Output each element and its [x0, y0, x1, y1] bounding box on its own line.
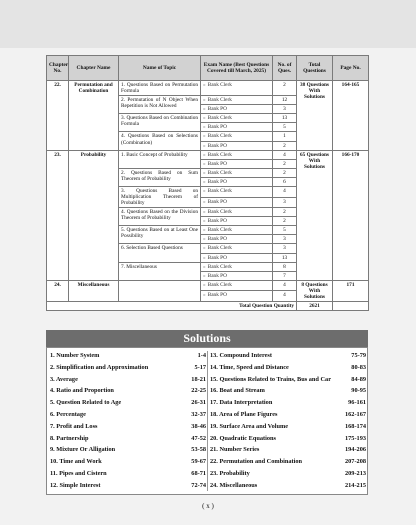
exam-label: Bank Clerk	[207, 133, 232, 140]
solution-entry	[50, 409, 206, 421]
solution-pages: 5-17	[194, 363, 206, 371]
topic-name	[119, 280, 201, 301]
solution-title: 2. Simplification and Approximation	[50, 363, 149, 371]
solution-entry	[210, 362, 366, 374]
solution-entry	[210, 444, 366, 456]
topic-name: 7. Miscellaneous	[119, 262, 201, 280]
page-range: 166-170	[333, 150, 369, 280]
page-range: 171	[333, 280, 369, 301]
bullet-arrow-icon: »	[203, 209, 206, 216]
exam-name	[201, 81, 273, 96]
solution-entry	[50, 468, 206, 480]
exam-name	[201, 280, 273, 291]
topic-name: 3. Questions Based on Multiplication Theorem of Probability	[119, 186, 201, 207]
question-count: 6	[273, 177, 297, 186]
solution-pages: 75-79	[351, 352, 366, 359]
exam-name	[201, 132, 273, 141]
solutions-title: Solutions	[46, 330, 368, 347]
solution-entry	[50, 374, 206, 386]
question-count: 2	[273, 141, 297, 150]
question-count: 3	[273, 105, 297, 114]
bullet-arrow-icon: »	[203, 198, 206, 205]
solution-entry	[50, 433, 206, 445]
solution-title: 3. Average	[50, 375, 78, 383]
solution-pages: 32-37	[191, 410, 206, 418]
solution-pages: 168-174	[345, 422, 366, 430]
bullet-arrow-icon: »	[203, 178, 206, 185]
bullet-arrow-icon: »	[203, 236, 206, 243]
solution-entry	[210, 433, 366, 445]
bullet-arrow-icon: »	[203, 160, 206, 167]
solution-title: 23. Probability	[210, 469, 250, 477]
bullet-arrow-icon: »	[203, 187, 206, 194]
exam-label: Bank Clerk	[207, 169, 232, 176]
solution-title: 20. Quadratic Equations	[210, 434, 276, 442]
solution-title: 1. Number System	[50, 352, 100, 359]
question-count: 12	[273, 96, 297, 105]
exam-label: Bank Clerk	[207, 115, 232, 122]
exam-name	[201, 168, 273, 177]
solution-title: 14. Time, Speed and Distance	[210, 363, 289, 371]
solution-pages: 194-206	[345, 446, 366, 454]
bullet-arrow-icon: »	[203, 272, 206, 279]
page-header-shade	[0, 0, 416, 48]
bullet-arrow-icon: »	[203, 133, 206, 140]
exam-name	[201, 150, 273, 159]
page-number: ( x )	[202, 502, 214, 510]
bullet-arrow-icon: »	[203, 218, 206, 225]
exam-label: Bank Clerk	[207, 245, 232, 252]
topic-name: 2. Permutation of N Object When Repetition is Not Allowed	[119, 96, 201, 114]
solution-entry	[210, 468, 366, 480]
question-count: 8	[273, 262, 297, 271]
solution-pages: 175-193	[345, 434, 366, 442]
solution-entry	[210, 480, 366, 492]
question-count: 1	[273, 132, 297, 141]
solutions-right-column	[210, 350, 366, 492]
total-questions: 65 Questions With Solutions	[297, 150, 333, 280]
topic-name: 3. Questions Based on Combination Formula	[119, 114, 201, 132]
exam-name	[201, 123, 273, 132]
solution-pages: 68-71	[191, 469, 206, 477]
solution-entry	[50, 350, 206, 362]
exam-label: Bank Clerk	[207, 263, 232, 270]
solution-title: 19. Surface Area and Volume	[210, 422, 289, 430]
bullet-arrow-icon: »	[203, 254, 206, 261]
question-count: 3	[273, 235, 297, 244]
question-count: 13	[273, 114, 297, 123]
question-count: 4	[273, 186, 297, 197]
header-ques: No. of Ques.	[273, 56, 297, 81]
solution-pages: 53-58	[191, 446, 206, 454]
exam-label: Bank PO	[207, 292, 227, 299]
solution-entry	[210, 397, 366, 409]
exam-name	[201, 159, 273, 168]
chapter-name: Miscellaneous	[69, 280, 119, 301]
solution-entry	[50, 480, 206, 492]
exam-label: Bank PO	[207, 142, 227, 149]
solution-title: 22. Permutation and Combination	[210, 458, 303, 466]
solution-pages: 80-83	[351, 363, 366, 371]
total-row	[47, 302, 369, 311]
header-chapter-no: Chapter No.	[47, 56, 69, 81]
exam-label: Bank PO	[207, 254, 227, 261]
solutions-left-column	[50, 350, 206, 492]
total-questions: 38 Questions With Solutions	[297, 81, 333, 151]
bullet-arrow-icon: »	[203, 151, 206, 158]
solution-entry	[210, 350, 366, 362]
solution-pages: 72-74	[191, 481, 206, 489]
question-count: 4	[273, 150, 297, 159]
chapter-no: 22.	[47, 81, 69, 151]
solution-title: 12. Simple Interest	[50, 481, 101, 489]
solution-entry	[50, 444, 206, 456]
exam-label: Bank PO	[207, 160, 227, 167]
solution-pages: 214-215	[345, 481, 366, 489]
solution-pages: 209-213	[345, 469, 366, 477]
solution-pages: 47-52	[191, 434, 206, 442]
solution-title: 5. Question Related to Age	[50, 399, 122, 407]
total-value: 2621	[297, 302, 333, 311]
exam-name	[201, 253, 273, 262]
solution-title: 13. Compound Interest	[210, 352, 272, 359]
solution-entry	[50, 456, 206, 468]
solution-title: 7. Profit and Loss	[50, 422, 98, 430]
solution-title: 4. Ratio and Proportion	[50, 387, 114, 395]
exam-name	[201, 177, 273, 186]
solution-entry	[50, 362, 206, 374]
topic-name: 2. Questions Based on Sum Theorem of Probability	[119, 168, 201, 186]
header-page: Page No.	[333, 56, 369, 81]
exam-label: Bank Clerk	[207, 151, 232, 158]
solution-title: 8. Partnership	[50, 434, 89, 442]
table-row	[47, 150, 369, 159]
solution-title: 17. Data Interpretation	[210, 399, 273, 407]
solution-title: 11. Pipes and Cistern	[50, 469, 107, 477]
bullet-arrow-icon: »	[203, 281, 206, 288]
question-count: 3	[273, 197, 297, 208]
header-chapter-name: Chapter Name	[69, 56, 119, 81]
solution-pages: 18-21	[191, 375, 206, 383]
exam-name	[201, 141, 273, 150]
solution-entry	[50, 397, 206, 409]
question-count: 4	[273, 291, 297, 302]
question-count: 2	[273, 81, 297, 96]
exam-name	[201, 217, 273, 226]
solution-entry	[210, 409, 366, 421]
total-questions: 8 Questions With Solutions	[297, 280, 333, 301]
exam-label: Bank PO	[207, 236, 227, 243]
bullet-arrow-icon: »	[203, 106, 206, 113]
solution-title: 24. Miscellaneous	[210, 481, 258, 489]
column-divider	[207, 351, 208, 491]
exam-label: Bank Clerk	[207, 187, 232, 194]
chapter-no: 23.	[47, 150, 69, 280]
solution-pages: 22-25	[191, 387, 206, 395]
bullet-arrow-icon: »	[203, 97, 206, 104]
solution-entry	[210, 456, 366, 468]
solution-entry	[50, 385, 206, 397]
exam-name	[201, 105, 273, 114]
exam-name	[201, 114, 273, 123]
solution-title: 16. Boat and Stream	[210, 387, 265, 395]
question-count: 2	[273, 208, 297, 217]
solution-title: 9. Mixture Or Alligation	[50, 446, 116, 454]
bullet-arrow-icon: »	[203, 142, 206, 149]
solution-pages: 96-161	[348, 399, 366, 407]
exam-name	[201, 96, 273, 105]
solution-pages: 162-167	[345, 410, 366, 418]
question-count: 7	[273, 271, 297, 280]
topic-name: 4. Questions Based on Selections (Combination)	[119, 132, 201, 150]
chapter-name: Probability	[69, 150, 119, 280]
bullet-arrow-icon: »	[203, 245, 206, 252]
exam-name	[201, 271, 273, 280]
exam-name	[201, 186, 273, 197]
exam-label: Bank Clerk	[207, 209, 232, 216]
exam-name	[201, 262, 273, 271]
topic-name: 4. Questions Based on the Division Theorem of Probability	[119, 208, 201, 226]
table-row	[47, 81, 369, 96]
bullet-arrow-icon: »	[203, 115, 206, 122]
solution-pages: 207-208	[345, 458, 366, 466]
question-count: 13	[273, 253, 297, 262]
topic-name: 6. Selection Based Questions	[119, 244, 201, 262]
question-count: 2	[273, 217, 297, 226]
exam-name	[201, 226, 273, 235]
exam-label: Bank PO	[207, 178, 227, 185]
exam-label: Bank Clerk	[207, 281, 232, 288]
topic-name: 5. Questions Based on at Least One Possibility	[119, 226, 201, 244]
exam-label: Bank Clerk	[207, 97, 232, 104]
question-count: 5	[273, 226, 297, 235]
solution-pages: 1-4	[197, 352, 206, 359]
solution-entry	[210, 421, 366, 433]
solution-title: 21. Number Series	[210, 446, 260, 454]
solution-entry	[210, 374, 366, 386]
table-header-row	[47, 56, 369, 81]
bullet-arrow-icon: »	[203, 124, 206, 131]
total-empty	[333, 302, 369, 311]
exam-name	[201, 197, 273, 208]
question-count: 3	[273, 244, 297, 253]
header-total: Total Questions	[297, 56, 333, 81]
solutions-index	[46, 347, 368, 495]
bullet-arrow-icon: »	[203, 263, 206, 270]
solution-pages: 26-31	[191, 399, 206, 407]
exam-name	[201, 244, 273, 253]
total-label: Total Question Quantity	[47, 302, 297, 311]
exam-label: Bank Clerk	[207, 227, 232, 234]
exam-label: Bank PO	[207, 218, 227, 225]
solution-entry	[210, 385, 366, 397]
chapter-name: Permutation and Combination	[69, 81, 119, 151]
bullet-arrow-icon: »	[203, 169, 206, 176]
solution-pages: 90-95	[351, 387, 366, 395]
question-count: 5	[273, 123, 297, 132]
question-count: 2	[273, 159, 297, 168]
exam-label: Bank PO	[207, 272, 227, 279]
exam-label: Bank PO	[207, 198, 227, 205]
header-topic: Name of Topic	[119, 56, 201, 81]
topics-table	[46, 55, 369, 311]
header-exam: Exam Name (Best Questions Covered till March, 2025)	[201, 56, 273, 81]
exam-name	[201, 235, 273, 244]
solution-pages: 84-89	[351, 375, 366, 383]
solution-entry	[50, 421, 206, 433]
bullet-arrow-icon: »	[203, 227, 206, 234]
solution-pages: 38-46	[191, 422, 206, 430]
exam-label: Bank PO	[207, 124, 227, 131]
question-count: 2	[273, 168, 297, 177]
table-row	[47, 280, 369, 291]
question-count: 4	[273, 280, 297, 291]
solution-title: 6. Percentage	[50, 410, 86, 418]
chapter-no: 24.	[47, 280, 69, 301]
exam-name	[201, 208, 273, 217]
page-range: 164-165	[333, 81, 369, 151]
bullet-arrow-icon: »	[203, 82, 206, 88]
solution-title: 18. Area of Plane Figures	[210, 410, 278, 418]
solution-pages: 59-67	[191, 458, 206, 466]
topic-name: 1. Questions Based on Permutation Formula	[119, 81, 201, 96]
solution-title: 10. Time and Work	[50, 458, 102, 466]
exam-label: Bank PO	[207, 106, 227, 113]
solution-title: 15. Questions Related to Trains, Bus and Car	[210, 375, 331, 383]
exam-name	[201, 291, 273, 302]
bullet-arrow-icon: »	[203, 292, 206, 299]
topic-name: 1. Basic Concept of Probability	[119, 150, 201, 168]
exam-label: Bank Clerk	[207, 82, 232, 88]
